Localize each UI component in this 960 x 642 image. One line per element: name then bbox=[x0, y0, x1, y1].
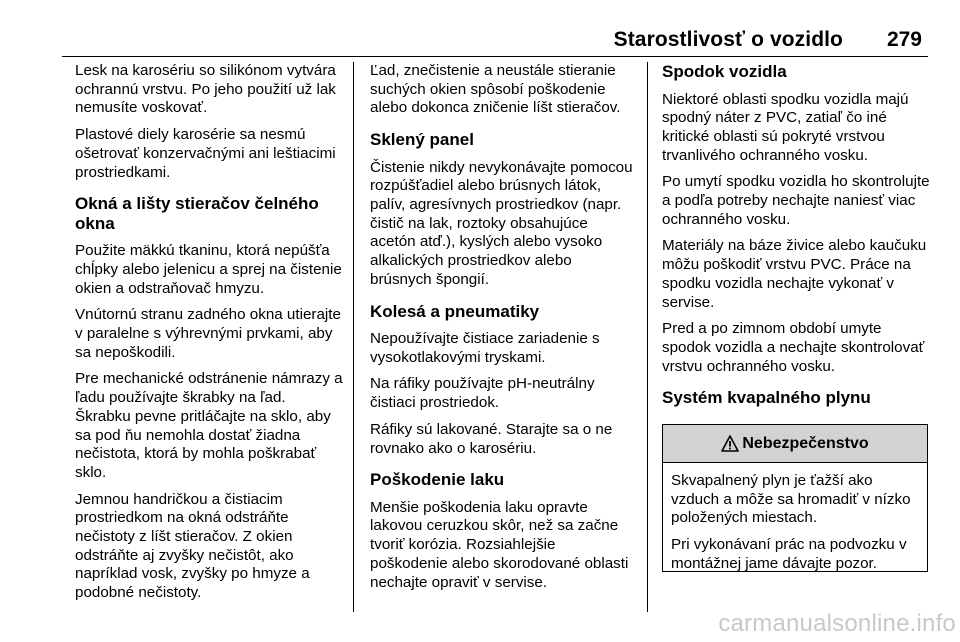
paragraph: Plastové diely karosérie sa nesmú ošetrovať konzervačnými ani leštiacimi prostriedkami. bbox=[75, 126, 336, 181]
section-heading: Okná a lišty stieračov čelného okna bbox=[75, 194, 319, 233]
page-header bbox=[62, 28, 928, 52]
paragraph: Skvapalnený plyn je ťažší ako vzduch a môže sa hromadiť v nízko položených miestach. bbox=[671, 472, 911, 527]
header-divider bbox=[62, 56, 928, 57]
paragraph: Pred a po zimnom období umyte spodok vozidla a nechajte skontrolovať vrstvu ochranného vosku. bbox=[662, 320, 925, 375]
section-heading: Sklený panel bbox=[370, 130, 474, 150]
paragraph: Na ráfiky používajte pH-neutrálny čistiaci prostriedok. bbox=[370, 375, 595, 412]
paragraph: Materiály na báze živice alebo kaučuku môžu poškodiť vrstvu PVC. Práce na spodku vozidla nechajte vykonať v servise. bbox=[662, 237, 927, 311]
column-2 bbox=[370, 62, 635, 600]
warning-triangle-icon bbox=[721, 435, 739, 452]
section-heading: Poškodenie laku bbox=[370, 470, 505, 490]
column-divider-1 bbox=[353, 62, 354, 612]
warning-title: Nebezpečenstvo bbox=[742, 434, 869, 452]
section-heading: Spodok vozidla bbox=[662, 62, 787, 81]
paragraph: Ráfiky sú lakované. Starajte sa o ne rovnako ako o karosériu. bbox=[370, 420, 613, 457]
section-heading: Systém kvapalného plynu bbox=[662, 388, 871, 408]
section-heading: Kolesá a pneumatiky bbox=[370, 301, 540, 321]
paragraph: Čistenie nikdy nevykonávajte pomocou rozpúšťadiel alebo brúsnych látok, palív, agresívnych prostriedkov (napr. čistič na lak, roztoky obsahujúce acetón atď.), kyslých alebo vysoko alkalických prostriedkov alebo brúsnych špongií. bbox=[370, 158, 633, 288]
column-3 bbox=[662, 62, 930, 417]
paragraph: Niektoré oblasti spodku vozidla majú spodný náter z PVC, zatiaľ čo iné kritické oblasti sú pokryté vrstvou trvanlivého ochranného vosku. bbox=[662, 90, 909, 164]
paragraph: Menšie poškodenia laku opravte lakovou ceruzkou skôr, než sa začne tvoriť korózia. Rozsiahlejšie poškodenie alebo skorodované oblasti nechajte opraviť v servise. bbox=[370, 498, 629, 591]
paragraph: Nepoužívajte čistiace zariadenie s vysokotlakovými tryskami. bbox=[370, 330, 600, 366]
page-number: 279 bbox=[886, 28, 922, 51]
warning-header bbox=[663, 425, 927, 463]
watermark: carmanualsonline.info bbox=[718, 610, 956, 637]
paragraph: Pre mechanické odstránenie námrazy a ľadu používajte škrabky na ľad. Škrabku pevne pritláčajte na sklo, aby sa pod ňu nemohla dostať žiadna nečistota, ktorá by mohla poškrabať sklo. bbox=[75, 370, 343, 481]
paragraph: Jemnou handričkou a čistiacim prostriedkom na okná odstráňte nečistoty z líšt stieračov. Z okien odstráňte aj zvyšky nečistôt, ako napríklad vosk, zvyšky po hmyze a podobné nečistoty. bbox=[75, 490, 310, 602]
paragraph: Ľad, znečistenie a neustále stieranie suchých okien spôsobí poškodenie alebo dokonca zničenie líšt stieračov. bbox=[370, 62, 621, 117]
column-divider-2 bbox=[647, 62, 648, 612]
column-1 bbox=[75, 62, 343, 611]
paragraph: Po umytí spodku vozidla ho skontrolujte a podľa potreby nechajte naniesť viac ochranného vosku. bbox=[662, 173, 930, 228]
paragraph: Pri vykonávaní prác na podvozku v montážnej jame dávajte pozor. bbox=[671, 536, 907, 572]
page-title: Starostlivosť o vozidlo bbox=[613, 28, 843, 51]
paragraph: Vnútornú stranu zadného okna utierajte v paralelne s výhrevnými prvkami, aby sa nepoškodili. bbox=[75, 306, 341, 361]
paragraph: Lesk na karosériu so silikónom vytvára ochrannú vrstvu. Po jeho použití už lak nemusíte voskovať. bbox=[75, 62, 336, 117]
warning-body bbox=[663, 463, 927, 574]
paragraph: Použite mäkkú tkaninu, ktorá nepúšťa chĺpky alebo jelenicu a sprej na čistenie okien a odstraňovač hmyzu. bbox=[75, 242, 342, 297]
danger-warning-box bbox=[662, 424, 928, 572]
